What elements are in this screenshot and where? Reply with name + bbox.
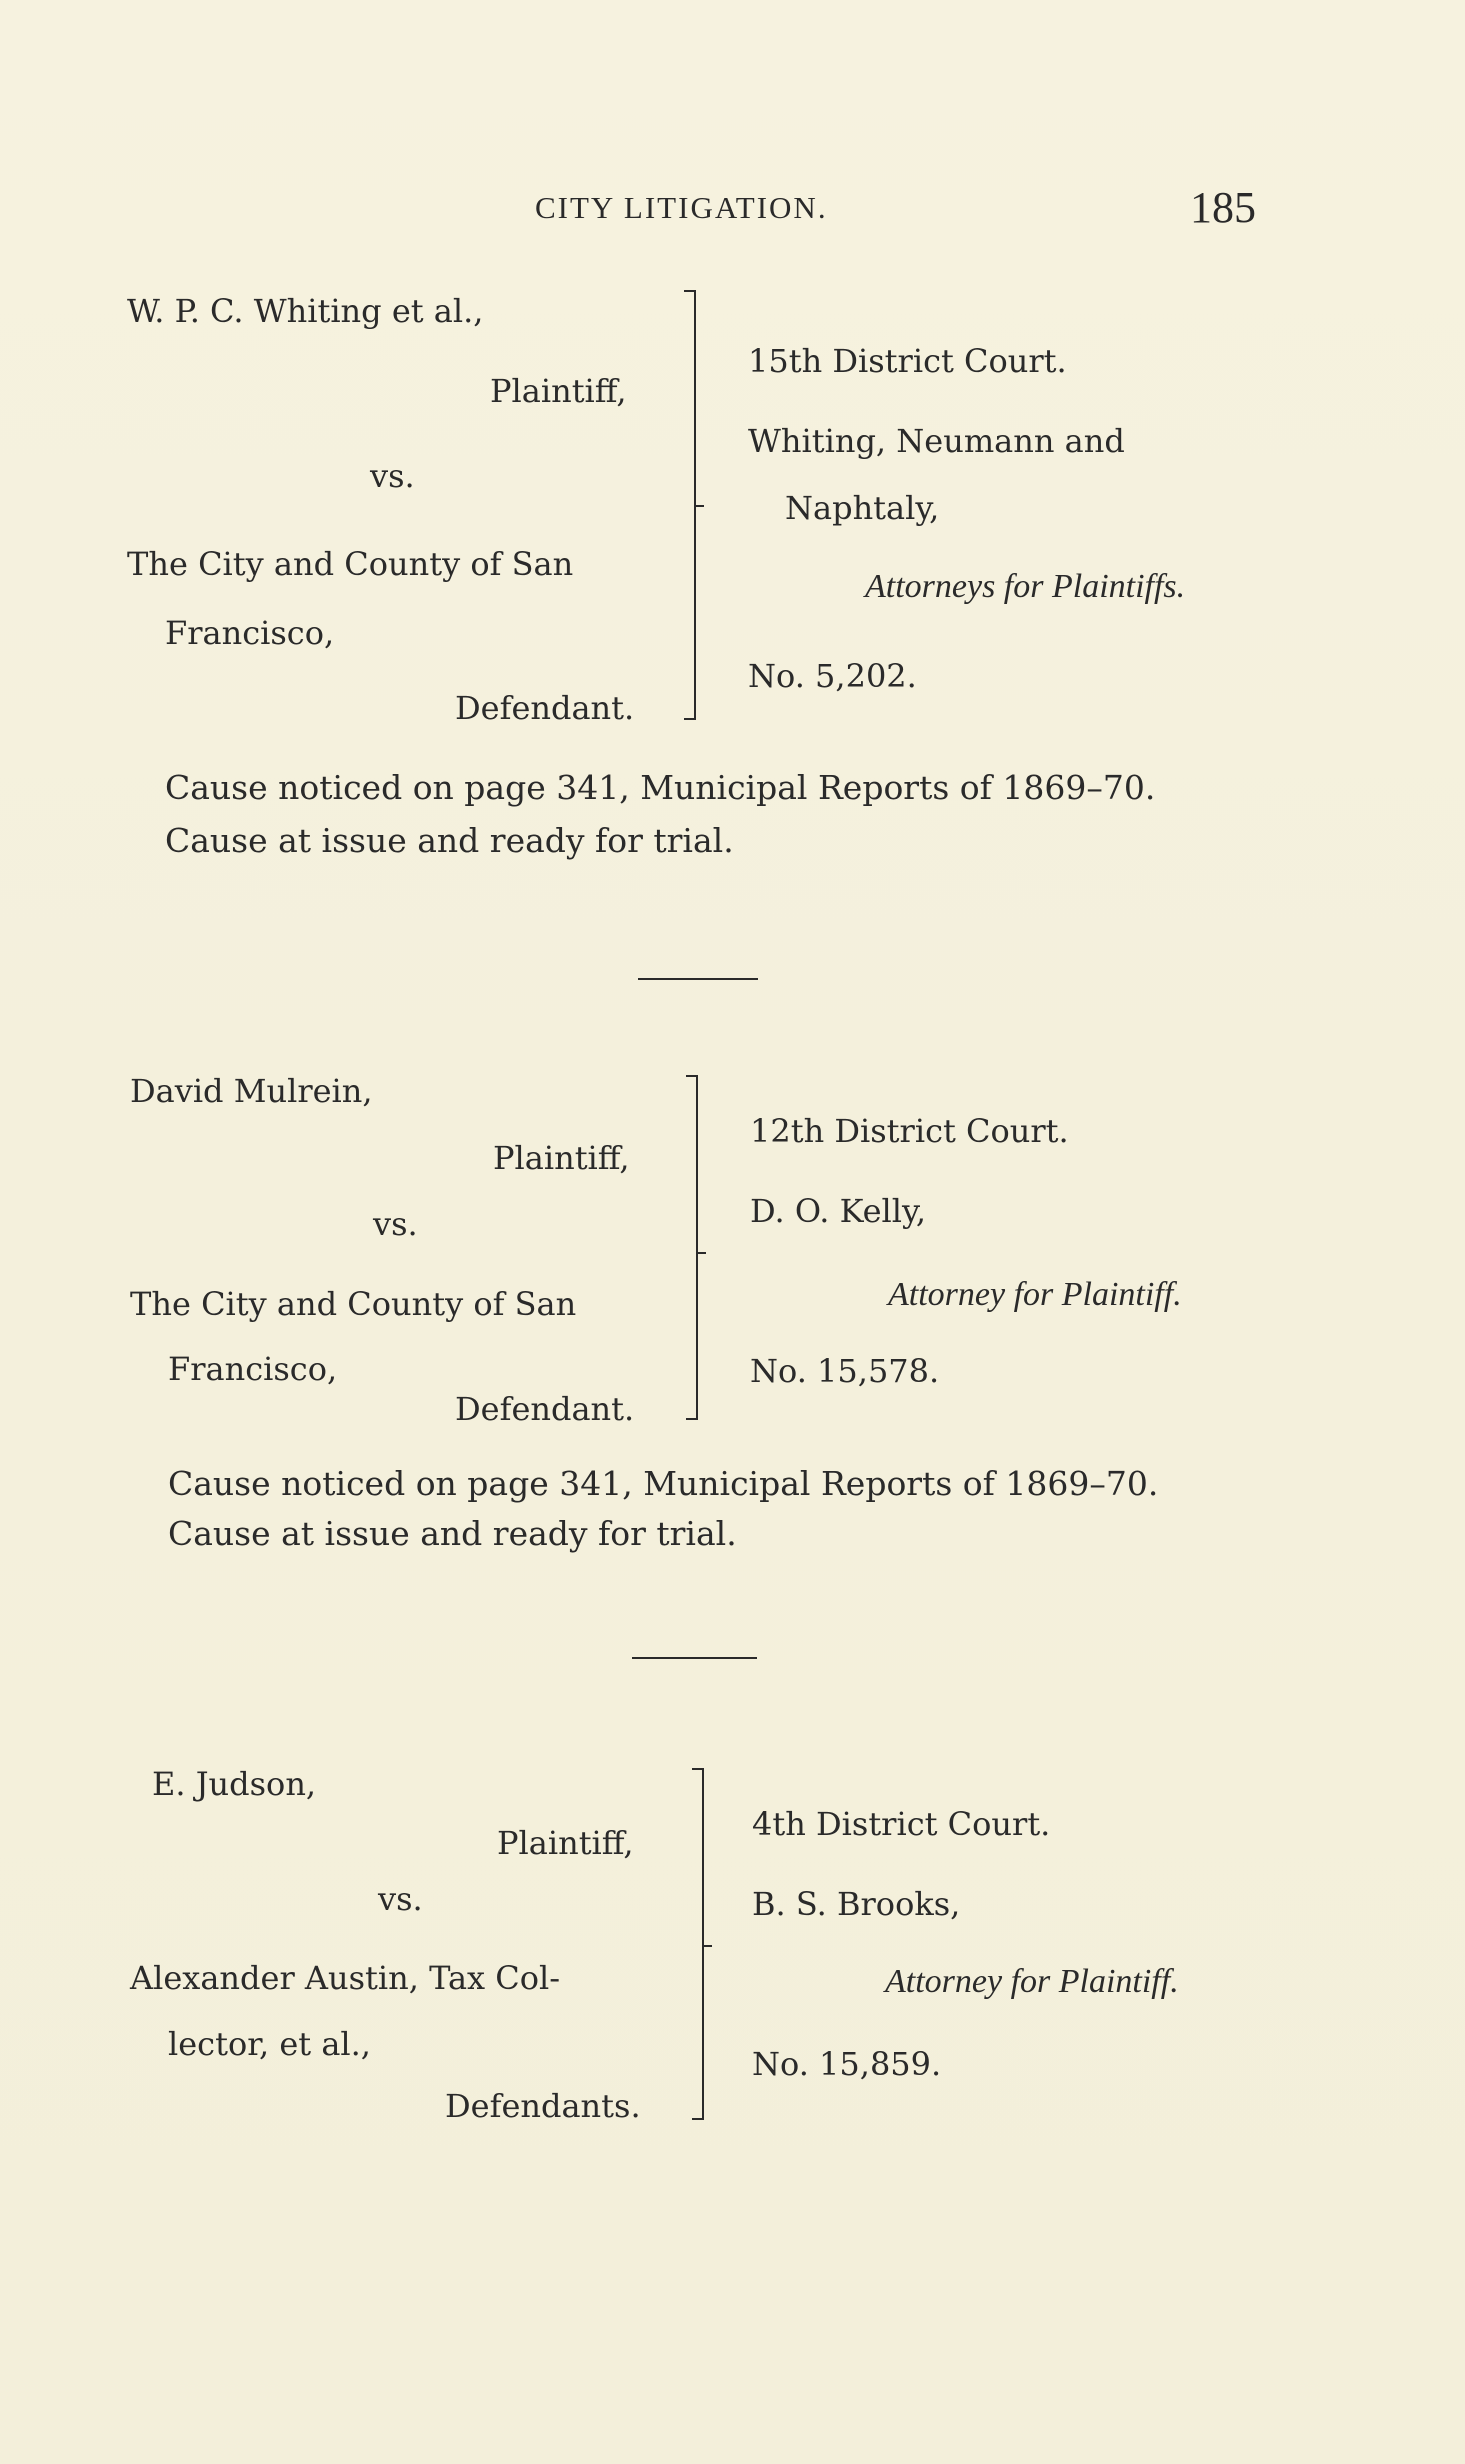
page-number: 185 [1190,183,1256,232]
plaintiff-role: Plaintiff, [497,1824,634,1862]
case-number: No. 5,202. [748,657,917,695]
defendant-line-2: lector, et al., [168,2025,371,2063]
bracket-bottom [692,2118,704,2120]
attorney-role: Attorneys for Plaintiffs. [865,568,1186,605]
case-number: No. 15,859. [752,2045,942,2083]
bracket-point [694,505,704,507]
bracket-line [696,1075,698,1420]
bracket-top [684,290,696,292]
court-name: 15th District Court. [748,342,1067,380]
attorney-line-1: B. S. Brooks, [752,1885,961,1923]
plaintiff-name: David Mulrein, [130,1072,373,1110]
section-divider [632,1657,757,1659]
court-name: 12th District Court. [750,1112,1069,1150]
defendant-line-1: The City and County of San [130,1285,577,1323]
running-title: CITY LITIGATION. [535,190,828,225]
section-divider [638,978,758,980]
versus-label: vs. [370,457,415,495]
cause-status: Cause at issue and ready for trial. [165,821,734,860]
attorney-line-2: Naphtaly, [785,489,940,527]
bracket-point [696,1252,706,1254]
versus-label: vs. [378,1880,423,1918]
defendant-role: Defendant. [455,1390,635,1428]
running-header [0,180,1465,240]
attorney-role: Attorney for Plaintiff. [885,1963,1179,2000]
case-number: No. 15,578. [750,1352,940,1390]
defendant-line-1: The City and County of San [127,545,574,583]
plaintiff-name: E. Judson, [152,1765,317,1803]
bracket-point [702,1945,712,1947]
plaintiff-role: Plaintiff, [490,372,627,410]
bracket-top [686,1075,698,1077]
attorney-line-1: D. O. Kelly, [750,1192,927,1230]
cause-notice: Cause noticed on page 341, Municipal Reports of 1869–70. [168,1464,1159,1503]
defendant-role: Defendant. [455,689,635,727]
bracket-bottom [684,718,696,720]
attorney-role: Attorney for Plaintiff. [888,1276,1182,1313]
defendant-role: Defendants. [445,2087,641,2125]
defendant-line-1: Alexander Austin, Tax Col- [130,1959,561,1997]
defendant-line-2: Francisco, [165,614,335,652]
court-name: 4th District Court. [752,1805,1051,1843]
bracket-top [692,1768,704,1770]
cause-notice: Cause noticed on page 341, Municipal Reports of 1869–70. [165,768,1156,807]
plaintiff-name: W. P. C. Whiting et al., [127,292,484,330]
bracket-bottom [686,1418,698,1420]
bracket-line [702,1768,704,2120]
versus-label: vs. [373,1205,418,1243]
cause-status: Cause at issue and ready for trial. [168,1514,737,1553]
defendant-line-2: Francisco, [168,1350,338,1388]
plaintiff-role: Plaintiff, [493,1139,630,1177]
attorney-line-1: Whiting, Neumann and [748,422,1125,460]
